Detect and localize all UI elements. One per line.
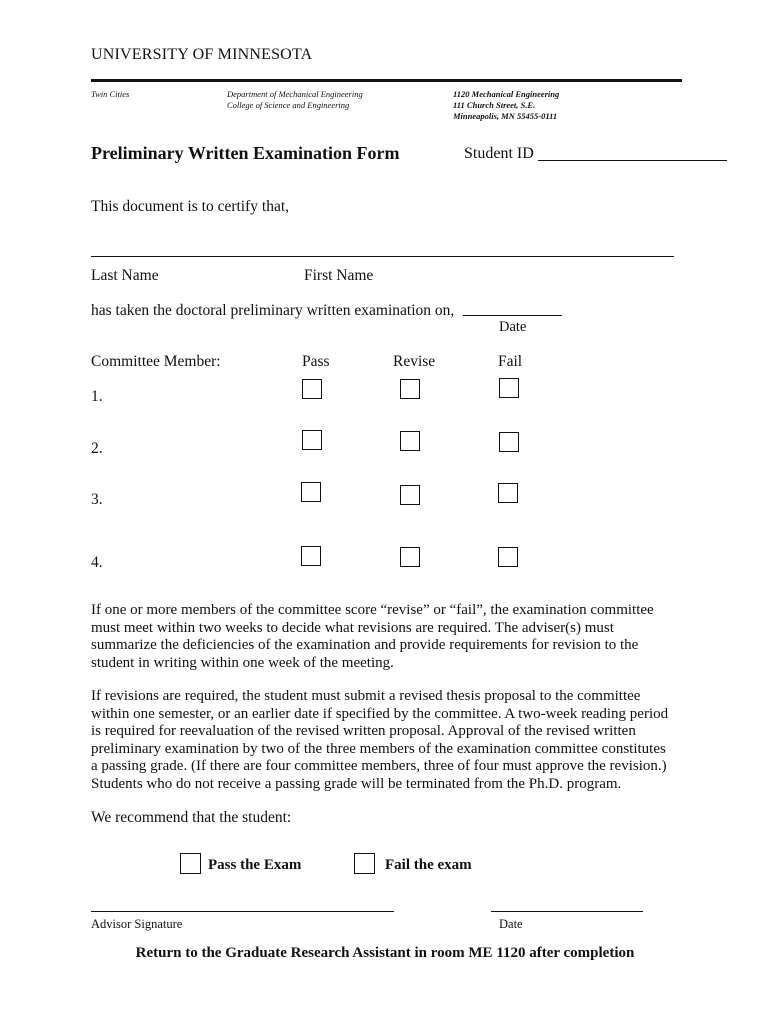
member-1-pass-checkbox[interactable] bbox=[302, 379, 322, 399]
exam-date-label: Date bbox=[499, 319, 527, 335]
fail-exam-label: Fail the exam bbox=[385, 857, 472, 873]
paragraph-line: within one semester, or an earlier date if specified by the committee. A two-week reading period bbox=[91, 705, 669, 722]
paragraph-line: student in writing within one week of the meeting. bbox=[91, 654, 394, 671]
university-name: UNIVERSITY OF MINNESOTA bbox=[91, 46, 313, 63]
committee-row-number: 3. bbox=[91, 491, 103, 508]
form-title: Preliminary Written Examination Form bbox=[91, 143, 400, 163]
advisor-signature-field[interactable] bbox=[91, 911, 394, 912]
advisor-signature-label: Advisor Signature bbox=[91, 917, 183, 931]
return-instruction: Return to the Graduate Research Assistant in room ME 1120 after completion bbox=[135, 945, 635, 961]
address-line-2: 111 Church Street, S.E. bbox=[453, 100, 536, 110]
member-2-revise-checkbox[interactable] bbox=[400, 431, 420, 451]
signature-date-field[interactable] bbox=[491, 911, 643, 912]
member-1-revise-checkbox[interactable] bbox=[400, 379, 420, 399]
paragraph-line: preliminary examination by two of the three members of the examination committee constitutes bbox=[91, 740, 666, 757]
paragraph-line: If revisions are required, the student must submit a revised thesis proposal to the committee bbox=[91, 688, 641, 704]
member-3-fail-checkbox[interactable] bbox=[498, 483, 518, 503]
certify-text: This document is to certify that, bbox=[91, 198, 290, 215]
member-4-fail-checkbox[interactable] bbox=[498, 547, 518, 567]
member-2-pass-checkbox[interactable] bbox=[302, 430, 322, 450]
college-name: College of Science and Engineering bbox=[227, 100, 350, 110]
department-name: Department of Mechanical Engineering bbox=[227, 89, 363, 99]
revision-policy-paragraph bbox=[91, 602, 691, 672]
last-name-label: Last Name bbox=[91, 267, 159, 284]
exam-statement: has taken the doctoral preliminary written examination on, bbox=[91, 302, 455, 319]
address-line-1: 1120 Mechanical Engineering bbox=[453, 89, 560, 99]
member-3-pass-checkbox[interactable] bbox=[301, 482, 321, 502]
paragraph-line: must meet within two weeks to decide what revisions are required. The adviser(s) must bbox=[91, 619, 614, 636]
member-1-fail-checkbox[interactable] bbox=[499, 378, 519, 398]
fail-exam-checkbox[interactable] bbox=[354, 853, 375, 874]
pass-exam-label: Pass the Exam bbox=[208, 857, 302, 873]
paragraph-line: a passing grade. (If there are four committee members, three of four must approve the revision.) bbox=[91, 758, 667, 774]
name-field[interactable] bbox=[91, 256, 674, 257]
member-4-revise-checkbox[interactable] bbox=[400, 547, 420, 567]
committee-row-number: 2. bbox=[91, 440, 103, 457]
first-name-label: First Name bbox=[304, 267, 374, 284]
member-4-pass-checkbox[interactable] bbox=[301, 546, 321, 566]
paragraph-line: Students who do not receive a passing grade will be terminated from the Ph.D. program. bbox=[91, 775, 622, 792]
student-id-label: Student ID bbox=[464, 145, 534, 162]
exam-date-field[interactable] bbox=[463, 315, 562, 316]
fail-column-header: Fail bbox=[498, 353, 523, 370]
member-3-revise-checkbox[interactable] bbox=[400, 485, 420, 505]
header-rule bbox=[91, 79, 682, 82]
paragraph-line: summarize the deficiencies of the examination and provide requirements for revision to the bbox=[91, 637, 639, 653]
department-block bbox=[227, 89, 363, 111]
revision-requirements-paragraph bbox=[91, 688, 691, 793]
committee-member-label: Committee Member: bbox=[91, 353, 221, 370]
campus-label: Twin Cities bbox=[91, 89, 130, 99]
member-2-fail-checkbox[interactable] bbox=[499, 432, 519, 452]
paragraph-line: If one or more members of the committee score “revise” or “fail”, the examination committee bbox=[91, 602, 654, 618]
recommend-text: We recommend that the student: bbox=[91, 809, 292, 826]
committee-row-number: 1. bbox=[91, 388, 103, 405]
pass-column-header: Pass bbox=[302, 353, 330, 370]
committee-row-number: 4. bbox=[91, 554, 103, 571]
address-line-3: Minneapolis, MN 55455-0111 bbox=[453, 111, 558, 121]
address-block bbox=[453, 89, 559, 122]
signature-date-label: Date bbox=[499, 917, 523, 931]
pass-exam-checkbox[interactable] bbox=[180, 853, 201, 874]
paragraph-line: is required for reevaluation of the revised written proposal. Approval of the revised written bbox=[91, 723, 636, 739]
student-id-field[interactable] bbox=[538, 160, 727, 161]
revise-column-header: Revise bbox=[393, 353, 436, 370]
